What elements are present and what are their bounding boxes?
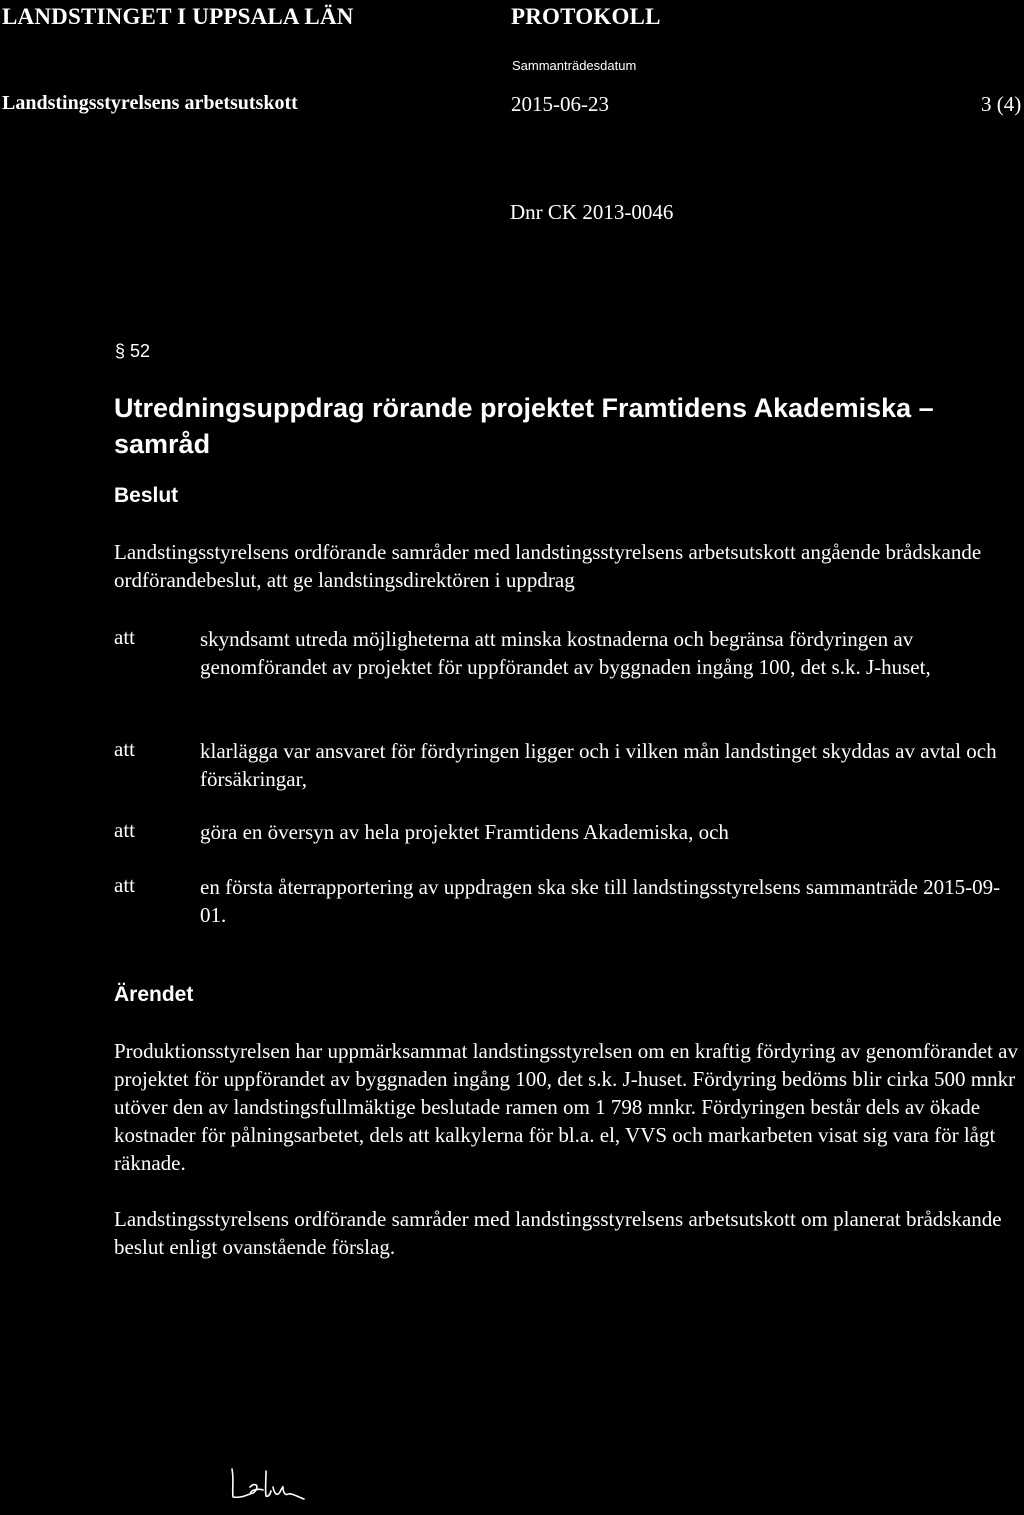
decision-item-label: att	[114, 818, 135, 842]
diary-number: Dnr CK 2013-0046	[510, 200, 674, 224]
page-number: 3 (4)	[981, 92, 1022, 116]
decision-item-label: att	[114, 625, 135, 649]
matter-paragraph: Landstingsstyrelsens ordförande samråder med landstingsstyrelsens arbetsutskott om planerat brådskande beslut enligt ovanstående förslag.	[114, 1207, 1002, 1259]
page-title: Utredningsuppdrag rörande projektet Framtidens Akademiska – samråd	[114, 393, 934, 459]
decision-item-text: klarlägga var ansvaret för fördyringen ligger och i vilken mån landstinget skyddas av avtal och försäkringar,	[200, 739, 997, 791]
decision-item-label: att	[114, 737, 135, 761]
meeting-date: 2015-06-23	[511, 92, 609, 116]
matter-heading: Ärendet	[114, 983, 194, 1006]
signature-mark	[228, 1463, 308, 1503]
committee-name: Landstingsstyrelsens arbetsutskott	[2, 92, 298, 114]
matter-paragraph: Produktionsstyrelsen har uppmärksammat landstingsstyrelsen om en kraftig fördyring av genomförandet av projektet för uppförandet av byggnaden ingång 100, det s.k. J-huset. Fördyring bedöms blir cirka 500 mnkr utöver den av landstingsfullmäktige beslutade ramen om 1 798 mnkr. Fördyringen består dels av ökade kostnader för pålningsarbetet, dels att kalkylerna för bl.a. el, VVS och markarbeten visat sig vara för lågt räknade.	[114, 1039, 1018, 1175]
decision-intro: Landstingsstyrelsens ordförande samråder med landstingsstyrelsens arbetsutskott angående brådskande ordförandebeslut, att ge landstingsdirektören i uppdrag	[114, 540, 982, 592]
decision-item-label: att	[114, 873, 135, 897]
date-label: Sammanträdesdatum	[512, 58, 637, 73]
document-type: PROTOKOLL	[511, 4, 661, 29]
paragraph-number: § 52	[115, 341, 151, 361]
decision-heading: Beslut	[114, 484, 179, 507]
decision-item-text: skyndsamt utreda möjligheterna att minska kostnaderna och begränsa fördyringen av genomförandet av projektet för uppförandet av byggnaden ingång 100, det s.k. J-huset,	[200, 627, 931, 679]
organization-name: LANDSTINGET I UPPSALA LÄN	[2, 4, 354, 29]
decision-item-text: en första återrapportering av uppdragen ska ske till landstingsstyrelsens sammanträde 2015-09-01.	[200, 875, 1001, 927]
decision-item-text: göra en översyn av hela projektet Framtidens Akademiska, och	[200, 820, 729, 844]
